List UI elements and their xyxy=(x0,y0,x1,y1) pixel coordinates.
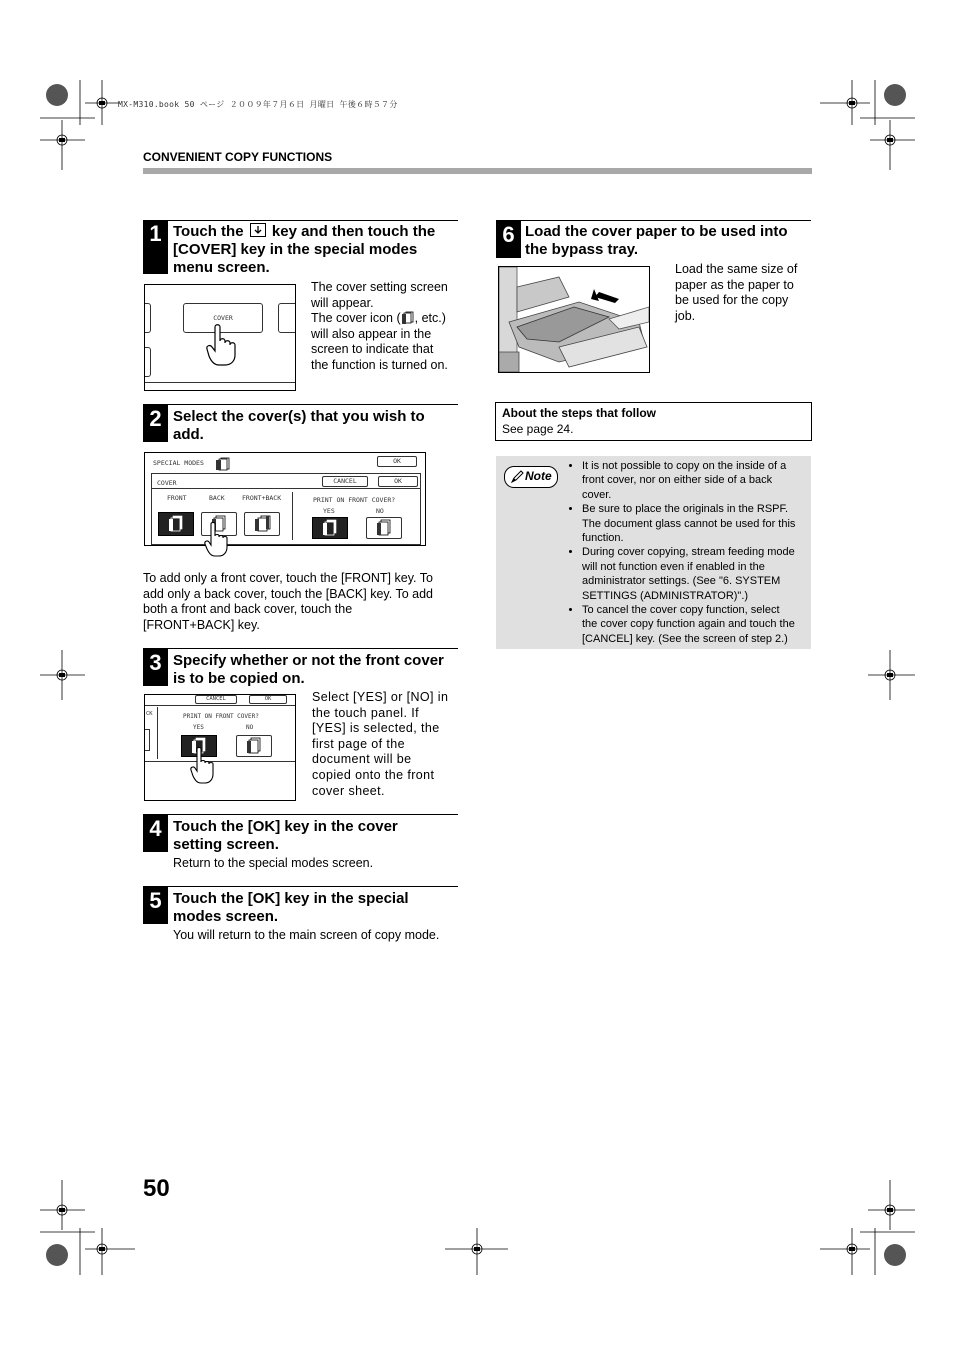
back-label: BACK xyxy=(209,494,225,502)
cover-label: COVER xyxy=(157,479,177,487)
step-2-title: Select the cover(s) that you wish to add. xyxy=(173,408,425,443)
yes-key[interactable] xyxy=(312,517,348,539)
hand-pointer-icon xyxy=(189,747,223,785)
section-header: CONVENIENT COPY FUNCTIONS xyxy=(143,150,333,164)
step-6-text: Load the same size of paper as the paper to be used for the copy job. xyxy=(675,262,798,323)
step-3-number: 3 xyxy=(143,648,168,686)
step-5-text: You will return to the main screen of copy mode. xyxy=(173,928,440,942)
ok-button[interactable]: OK xyxy=(378,476,418,487)
step-1-rule xyxy=(143,220,458,221)
step-6-number: 6 xyxy=(496,220,521,258)
step-3-screen xyxy=(144,694,296,801)
cancel-button[interactable]: CANCEL xyxy=(195,695,237,704)
step-2-number: 2 xyxy=(143,404,168,442)
note-item: • To cancel the cover copy function, select the cover copy function again and touch the [CANCEL] key. (See the screen of step 2.) xyxy=(582,603,822,646)
vertical-divider xyxy=(157,707,158,759)
cover-panel xyxy=(151,473,421,545)
front-back-label: FRONT+BACK xyxy=(242,494,282,502)
step-1-number: 1 xyxy=(143,220,168,274)
about-box xyxy=(495,402,812,441)
note-item: • During cover copying, stream feeding mode will not function even if enabled in the administrator settings. (See "6. SYSTEM SETTINGS (ADMINISTRATOR)".) xyxy=(582,545,822,603)
header-bar xyxy=(143,168,812,174)
front-back-key[interactable] xyxy=(244,512,280,536)
special-modes-key-icon xyxy=(250,223,266,237)
cancel-button[interactable]: CANCEL xyxy=(322,476,368,487)
vertical-divider xyxy=(292,492,293,540)
ok-top-button[interactable]: OK xyxy=(377,456,417,467)
about-link-text[interactable]: See page 24. xyxy=(502,422,574,436)
hand-pointer-icon xyxy=(203,522,237,558)
screen-bottom-line xyxy=(145,382,295,383)
step-5-title: Touch the [OK] key in the special modes screen. xyxy=(173,890,409,925)
bypass-tray-illustration xyxy=(498,266,650,373)
step-6-rule xyxy=(496,220,811,221)
left-key-clip xyxy=(144,729,150,751)
note-item: • It is not possible to copy on the inside of a front cover, nor on either side of a back cover. xyxy=(582,459,822,502)
print-info: MX-M310.book 50 ページ ２００９年７月６日 月曜日 午後６時５７分 xyxy=(118,100,398,109)
no-label: NO xyxy=(376,507,384,515)
step-4-number: 4 xyxy=(143,814,168,852)
step-5-number: 5 xyxy=(143,886,168,924)
pencil-icon xyxy=(510,470,524,484)
step-3-rule xyxy=(143,648,458,649)
step-4-text: Return to the special modes screen. xyxy=(173,856,374,870)
special-modes-label: SPECIAL MODES xyxy=(153,459,204,467)
step-5-rule xyxy=(143,886,458,887)
cover-icon xyxy=(401,311,415,324)
print-on-front-label: PRINT ON FRONT COVER? xyxy=(183,713,259,720)
page-number: 50 xyxy=(143,1175,170,1202)
no-key[interactable] xyxy=(236,735,272,757)
divider xyxy=(152,488,420,489)
left-clip-label: CK xyxy=(146,711,153,717)
hand-pointer-icon xyxy=(205,323,239,367)
right-key-clip xyxy=(278,303,296,333)
note-badge xyxy=(504,466,558,488)
step-4-rule xyxy=(143,814,458,815)
left-key-clip-2 xyxy=(144,347,151,377)
step-1-text: The cover setting screen will appear. The cover icon ( , etc.) will also appear in the screen to indicate that the function is turned on. xyxy=(311,280,448,372)
step-6-title: Load the cover paper to be used into the bypass tray. xyxy=(525,223,788,258)
note-item: • Be sure to place the originals in the RSPF. The document glass cannot be used for this function. xyxy=(582,502,822,545)
divider xyxy=(145,705,295,706)
note-box xyxy=(496,456,811,649)
step-2-description: To add only a front cover, touch the [FRONT] key. To add only a back cover, touch the [BACK] key. To add both a front and back cover, touch the [FRONT+BACK] key. xyxy=(143,571,433,632)
front-label: FRONT xyxy=(167,494,187,502)
no-key[interactable] xyxy=(366,517,402,539)
no-label: NO xyxy=(246,724,254,731)
yes-label: YES xyxy=(193,724,204,731)
step-2-screen xyxy=(144,452,426,546)
print-on-front-label: PRINT ON FRONT COVER? xyxy=(313,496,396,504)
step-3-text: Select [YES] or [NO] in the touch panel. If [YES] is selected, the first page of the document will be copied onto the front cover sheet. xyxy=(312,690,449,798)
step-3-title: Specify whether or not the front cover is to be copied on. xyxy=(173,652,444,687)
bypass-tray-image xyxy=(499,267,649,372)
note-label: Note xyxy=(525,469,552,483)
front-key[interactable] xyxy=(158,512,194,536)
ok-button[interactable]: OK xyxy=(249,695,287,704)
yes-label: YES xyxy=(323,507,335,515)
step-1-title: Touch the key and then touch the [COVER] key in the special modes menu screen. xyxy=(173,223,436,276)
about-title: About the steps that follow xyxy=(502,406,656,420)
left-key-clip xyxy=(144,303,151,333)
step-2-rule xyxy=(143,404,458,405)
note-list xyxy=(570,459,822,646)
step-1-screen xyxy=(144,284,296,391)
cover-key[interactable]: COVER xyxy=(183,303,263,333)
step-4-title: Touch the [OK] key in the cover setting screen. xyxy=(173,818,398,853)
